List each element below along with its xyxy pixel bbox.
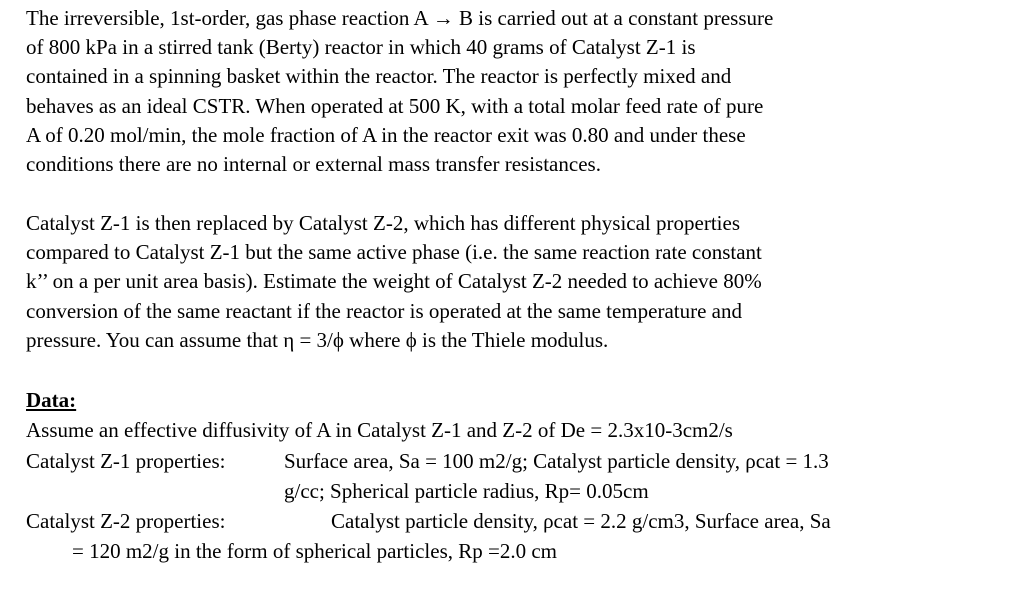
z1-properties-line-1: Surface area, Sa = 100 m2/g; Catalyst particle density, ρcat = 1.3	[284, 449, 829, 473]
data-heading: Data:	[26, 388, 77, 412]
z2-label: Catalyst Z-2 properties:	[26, 509, 226, 533]
p2-line-2: compared to Catalyst Z-1 but the same active phase (i.e. the same reaction rate constant	[26, 240, 762, 264]
z2-properties-line-1: Catalyst particle density, ρcat = 2.2 g/cm3, Surface area, Sa	[331, 509, 831, 533]
p1-line-4: behaves as an ideal CSTR. When operated at 500 K, with a total molar feed rate of pure	[26, 94, 764, 118]
p2-line-4: conversion of the same reactant if the reactor is operated at the same temperature and	[26, 299, 742, 323]
p2-line-3: k’’ on a per unit area basis). Estimate the weight of Catalyst Z-2 needed to achieve 80%	[26, 269, 762, 293]
z2-properties-line-2: = 120 m2/g in the form of spherical particles, Rp =2.0 cm	[72, 539, 557, 563]
p1-line-6: conditions there are no internal or external mass transfer resistances.	[26, 152, 601, 176]
p1-line-3: contained in a spinning basket within the reactor. The reactor is perfectly mixed and	[26, 64, 732, 88]
diffusivity-line: Assume an effective diffusivity of A in Catalyst Z-1 and Z-2 of De = 2.3x10-3cm2/s	[26, 418, 733, 442]
p2-line-5: pressure. You can assume that η = 3/ϕ where ϕ is the Thiele modulus.	[26, 328, 609, 352]
p1-line-1: The irreversible, 1st-order, gas phase reaction A → B is carried out at a constant pressure	[26, 6, 774, 30]
p1-line-5: A of 0.20 mol/min, the mole fraction of A in the reactor exit was 0.80 and under these	[26, 123, 746, 147]
z1-label: Catalyst Z-1 properties:	[26, 449, 226, 473]
p2-line-1: Catalyst Z-1 is then replaced by Catalyst Z-2, which has different physical properties	[26, 211, 740, 235]
z1-properties-line-2: g/cc; Spherical particle radius, Rp= 0.05cm	[284, 479, 649, 503]
p1-line-2: of 800 kPa in a stirred tank (Berty) reactor in which 40 grams of Catalyst Z-1 is	[26, 35, 696, 59]
